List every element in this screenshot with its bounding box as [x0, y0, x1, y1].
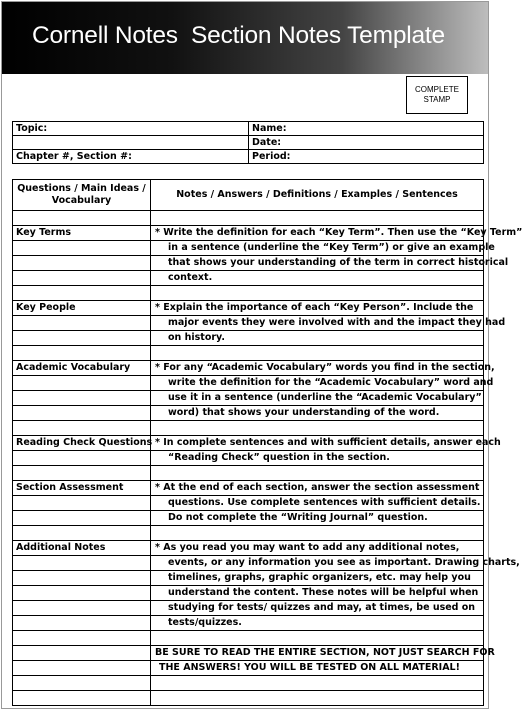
additional-notes-instruction: * As you read you may want to add any additional notes, — [151, 541, 484, 556]
academic-vocabulary-label: Academic Vocabulary — [13, 361, 151, 376]
table-row: studying for tests/ quizzes and may, at times, be used on — [13, 601, 484, 616]
notes-header-row — [13, 180, 484, 211]
col1-header: Questions / Main Ideas / Vocabulary — [13, 180, 151, 211]
table-row — [13, 676, 484, 691]
table-row — [13, 661, 484, 676]
table-row — [13, 211, 484, 226]
title-banner — [2, 2, 488, 74]
table-row: context. — [13, 271, 484, 286]
key-terms-instruction: * Write the definition for each “Key Term”. Then use the “Key Term” — [151, 226, 484, 241]
table-row: Do not complete the “Writing Journal” question. — [13, 511, 484, 526]
table-row: word) that shows your understanding of the word. — [13, 406, 484, 421]
table-row: events, or any information you see as important. Drawing charts, — [13, 556, 484, 571]
table-row — [13, 481, 484, 496]
table-row: tests/quizzes. — [13, 616, 484, 631]
table-row — [13, 346, 484, 361]
table-row: in a sentence (underline the “Key Term”) or give an example — [13, 241, 484, 256]
table-row: write the definition for the “Academic Vocabulary” word and — [13, 376, 484, 391]
table-row: “Reading Check” question in the section. — [13, 451, 484, 466]
additional-notes-label: Additional Notes — [13, 541, 151, 556]
stamp-label-line2: STAMP — [423, 95, 451, 104]
warning-line-2: THE ANSWERS! YOU WILL BE TESTED ON ALL MATERIAL! — [151, 661, 484, 676]
name-field[interactable]: Name: — [249, 122, 484, 136]
table-row — [13, 631, 484, 646]
table-row: use it in a sentence (underline the “Academic Vocabulary” — [13, 391, 484, 406]
table-row — [13, 361, 484, 376]
table-row — [13, 526, 484, 541]
academic-vocabulary-instruction: * For any “Academic Vocabulary” words you find in the section, — [151, 361, 484, 376]
table-row — [13, 541, 484, 556]
cornell-notes-page — [1, 1, 522, 709]
topic-field[interactable]: Topic: — [13, 122, 249, 136]
key-terms-label: Key Terms — [13, 226, 151, 241]
cornell-notes-table — [12, 179, 522, 706]
warning-line-1: BE SURE TO READ THE ENTIRE SECTION, NOT JUST SEARCH FOR — [151, 646, 484, 661]
table-row: major events they were involved with and the impact they had — [13, 316, 484, 331]
table-row — [13, 286, 484, 301]
table-row — [13, 691, 484, 706]
table-row: timelines, graphs, graphic organizers, etc. may help you — [13, 571, 484, 586]
table-row — [13, 466, 484, 481]
table-row — [13, 436, 484, 451]
chapter-section-field[interactable]: Chapter #, Section #: — [13, 150, 249, 164]
complete-stamp-box — [406, 76, 468, 114]
reading-check-instruction: * In complete sentences and with sufficient details, answer each — [151, 436, 484, 451]
section-assessment-instruction: * At the end of each section, answer the section assessment — [151, 481, 484, 496]
topic-field-continued[interactable] — [13, 136, 249, 150]
table-row — [13, 226, 484, 241]
table-row — [13, 421, 484, 436]
reading-check-label: Reading Check Questions — [13, 436, 151, 451]
table-row — [13, 646, 484, 661]
table-row: understand the content. These notes will be helpful when — [13, 586, 484, 601]
period-field[interactable]: Period: — [249, 150, 484, 164]
date-field[interactable]: Date: — [249, 136, 484, 150]
table-row — [13, 301, 484, 316]
key-people-label: Key People — [13, 301, 151, 316]
stamp-label-line1: COMPLETE — [414, 85, 459, 94]
section-assessment-label: Section Assessment — [13, 481, 151, 496]
student-info-table — [12, 121, 484, 164]
table-row: questions. Use complete sentences with sufficient details. — [13, 496, 484, 511]
key-people-instruction: * Explain the importance of each “Key Person”. Include the — [151, 301, 484, 316]
page-title: Cornell Notes Section Notes Template — [32, 22, 445, 49]
table-row: on history. — [13, 331, 484, 346]
table-row: that shows your understanding of the term in correct historical — [13, 256, 484, 271]
col2-header: Notes / Answers / Definitions / Examples / Sentences — [151, 180, 484, 211]
